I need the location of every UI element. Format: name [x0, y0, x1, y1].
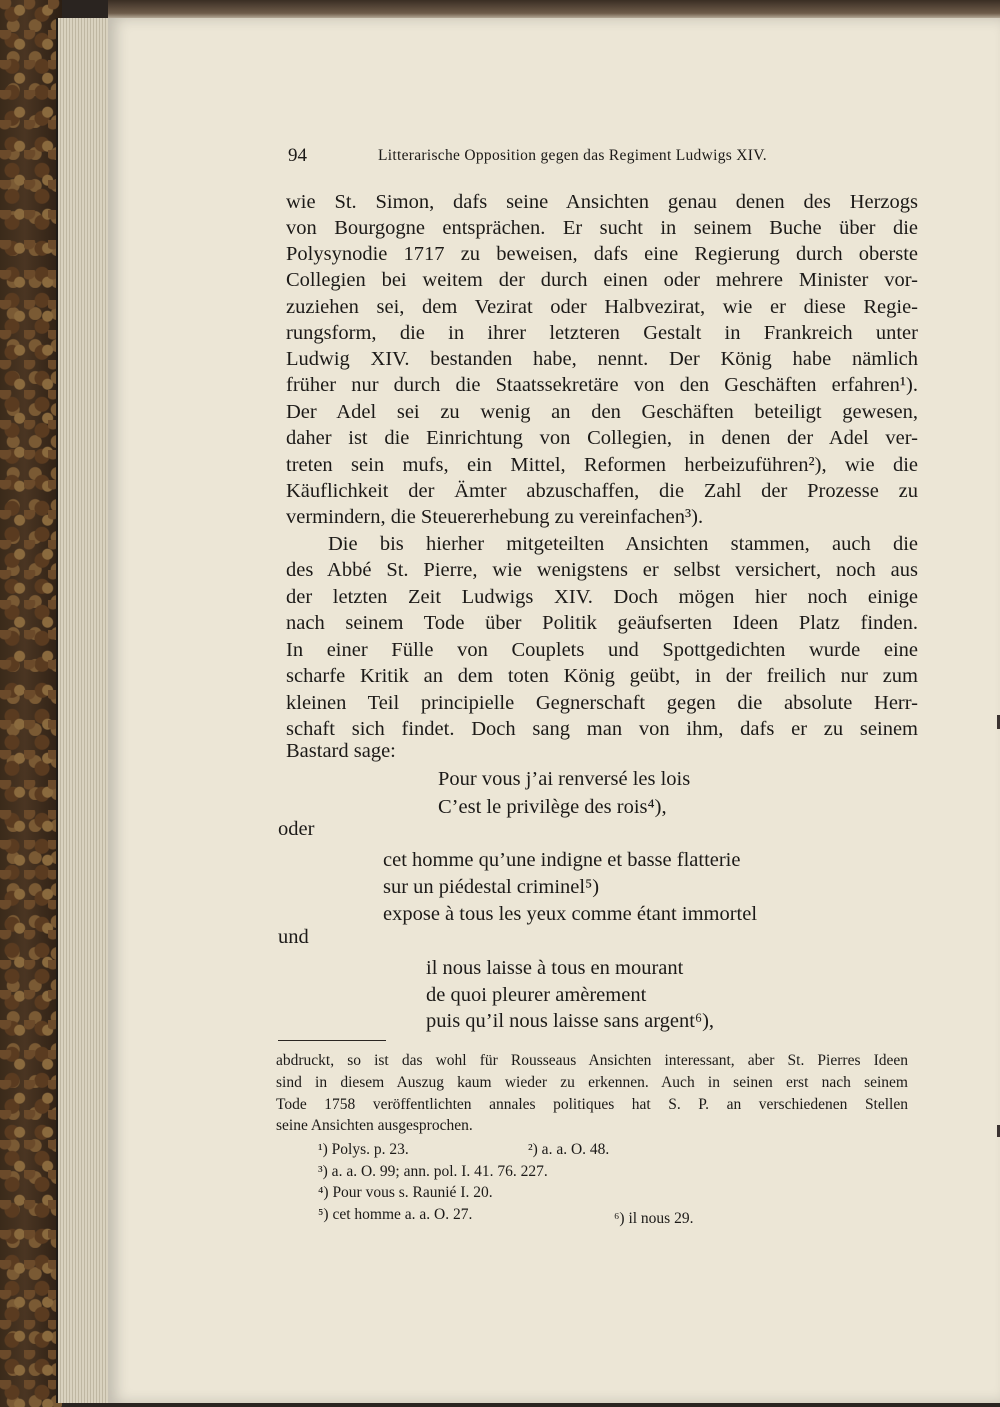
body-line: Bastard sage:: [286, 740, 396, 762]
verse-line: expose à tous les yeux comme étant immortel: [383, 903, 758, 925]
footnote-3: ³) a. a. O. 99; ann. pol. I. 41. 76. 227.: [318, 1163, 548, 1180]
body-line: Ludwig XIV. bestanden habe, nennt. Der König habe nämlich: [286, 348, 918, 370]
book-binding: [0, 0, 62, 1407]
body-line: zuziehen sei, dem Vezirat oder Halbvezirat, wie er diese Regie-: [286, 296, 918, 318]
body-line: Collegien bei weitem der durch einen oder mehrere Minister vor-: [286, 269, 918, 291]
body-line: früher nur durch die Staatssekretäre von den Geschäften erfahren¹).: [286, 374, 918, 396]
verse-line: C’est le privilège des rois⁴),: [438, 796, 667, 818]
footnote-line: Tode 1758 veröffentlichten annales politiques hat S. P. an verschiedenen Stellen: [276, 1096, 908, 1113]
body-line: rungsform, die in ihrer letzteren Gestalt in Frankreich unter: [286, 322, 918, 344]
body-line: des Abbé St. Pierre, wie wenigstens er selbst versichert, noch aus: [286, 559, 918, 581]
verse-line: sur un piédestal criminel⁵): [383, 876, 600, 898]
footnote-line: seine Ansichten ausgesprochen.: [276, 1117, 473, 1134]
verse-connector: oder: [278, 818, 315, 840]
footnote-2: ²) a. a. O. 48.: [528, 1141, 610, 1158]
verse-line: il nous laisse à tous en mourant: [426, 957, 684, 979]
body-line: wie St. Simon, dafs seine Ansichten genau denen des Herzogs: [286, 191, 918, 213]
verse-line: cet homme qu’une indigne et basse flatterie: [383, 849, 741, 871]
body-line: Käuflichkeit der Ämter abzuschaffen, die Zahl der Prozesse zu: [286, 480, 918, 502]
body-line: Der Adel sei zu wenig an den Geschäften beteiligt gewesen,: [286, 401, 918, 423]
footnote-1: ¹) Polys. p. 23.: [318, 1141, 409, 1158]
body-line: vermindern, die Steuererhebung zu vereinfachen³).: [286, 506, 704, 528]
body-line: Die bis hierher mitgeteilten Ansichten stammen, auch die: [328, 533, 918, 555]
footnote-line: sind in diesem Auszug kaum wieder zu erkennen. Auch in seinen erst nach seinem: [276, 1074, 908, 1091]
verse-line: puis qu’il nous laisse sans argent⁶),: [426, 1010, 715, 1032]
footnote-rule: [278, 1040, 386, 1041]
footnote-6: ⁶) il nous 29.: [614, 1210, 694, 1227]
body-line: treten sein mufs, ein Mittel, Reformen herbeizuführen²), wie die: [286, 454, 918, 476]
verse-line: Pour vous j’ai renversé les lois: [438, 768, 691, 790]
page-number: 94: [288, 145, 307, 166]
body-line: schaft sich findet. Doch sang man von ihm, dafs er zu seinem: [286, 718, 918, 740]
footnote-4: ⁴) Pour vous s. Raunié I. 20.: [318, 1184, 493, 1201]
body-line: von Bourgogne entsprächen. Er sucht in seinem Buche über die: [286, 217, 918, 239]
body-line: Polysynodie 1717 zu beweisen, dafs eine Regierung durch oberste: [286, 243, 918, 265]
body-line: scharfe Kritik an dem toten König geübt, in der freilich nur zum: [286, 665, 918, 687]
body-line: nach seinem Tode über Politik geäufserten Ideen Platz finden.: [286, 612, 918, 634]
body-line: der letzten Zeit Ludwigs XIV. Doch mögen hier noch einige: [286, 586, 918, 608]
footnote-5: ⁵) cet homme a. a. O. 27.: [318, 1206, 473, 1223]
body-line: kleinen Teil principielle Gegnerschaft gegen die absolute Herr-: [286, 692, 918, 714]
running-title: Litterarische Opposition gegen das Regiment Ludwigs XIV.: [378, 147, 767, 164]
verse-line: de quoi pleurer amèrement: [426, 984, 647, 1006]
verse-connector: und: [278, 926, 309, 948]
body-line: daher ist die Einrichtung von Collegien, in denen der Adel ver-: [286, 427, 918, 449]
footnote-line: abdruckt, so ist das wohl für Rousseaus Ansichten interessant, aber St. Pierres Ideen: [276, 1052, 908, 1069]
body-line: In einer Fülle von Couplets und Spottgedichten wurde eine: [286, 639, 918, 661]
